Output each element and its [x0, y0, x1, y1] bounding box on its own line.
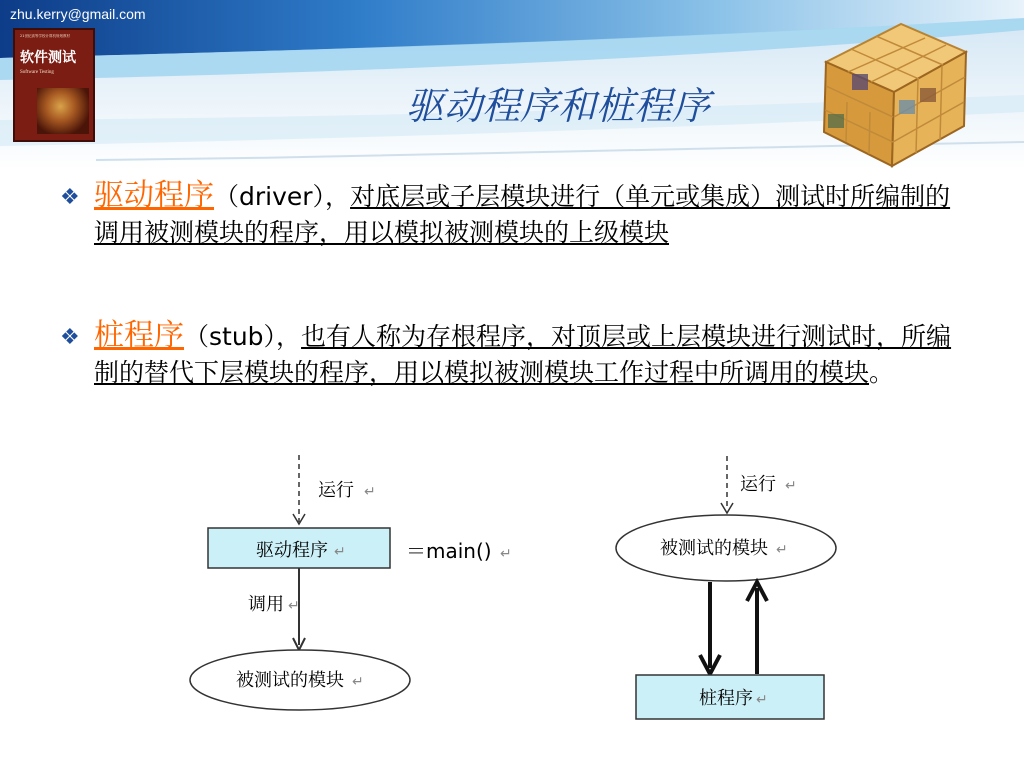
term-driver: 驱动程序 — [94, 178, 214, 213]
svg-text:↵: ↵ — [334, 544, 346, 560]
term-stub: 桩程序 — [94, 318, 184, 353]
diamond-bullet-icon: ❖ — [60, 325, 80, 350]
stub-definition-end: 。 — [869, 358, 895, 387]
stub-diagram — [616, 456, 836, 719]
tested-module-label-left: 被测试的模块 — [236, 670, 344, 691]
run-label-right: 运行 — [740, 474, 776, 495]
svg-text:↵: ↵ — [756, 692, 768, 708]
main-label: ＝main() — [406, 539, 492, 563]
stub-box-label: 桩程序 — [699, 688, 753, 709]
driver-diagram — [190, 455, 512, 710]
driver-definition: 对底层或子层模块进行（单元或集成）测试时所编制的调用被测模块的程序，用以模拟被测模块的上级模块 — [94, 182, 951, 247]
svg-text:↵: ↵ — [500, 546, 512, 562]
photo-cube-decoration — [806, 14, 976, 174]
call-label: 调用 — [248, 594, 284, 615]
book-title: 软件测试 — [20, 50, 76, 66]
author-email: zhu.kerry@gmail.com — [10, 6, 146, 22]
bullet-driver — [60, 178, 960, 251]
driver-stub-diagrams — [0, 445, 1024, 768]
stub-definition: 也有人称为存根程序，对顶层或上层模块进行测试时，所编制的替代下层模块的程序，用以模拟被测模块工作过程中所调用的模块 — [94, 322, 952, 387]
svg-text:↵: ↵ — [776, 542, 788, 558]
bullet-driver-text — [94, 178, 960, 251]
driver-box-label: 驱动程序 — [256, 540, 328, 561]
book-series-text: 21世纪高等学校计算机规划教材 — [20, 34, 70, 38]
book-cover-illustration — [37, 88, 89, 134]
bullet-stub-text — [94, 318, 960, 391]
diamond-bullet-icon: ❖ — [60, 185, 80, 210]
term-stub-paren: （stub）， — [184, 322, 302, 351]
tested-module-label-right: 被测试的模块 — [660, 538, 768, 559]
slide-title: 驱动程序和桩程序 — [406, 84, 711, 128]
book-cover-image — [13, 28, 95, 142]
svg-text:↵: ↵ — [288, 598, 300, 614]
svg-text:↵: ↵ — [785, 478, 797, 494]
svg-text:↵: ↵ — [352, 674, 364, 690]
svg-text:↵: ↵ — [364, 484, 376, 500]
term-driver-paren: （driver）， — [214, 182, 351, 211]
book-subtitle: Software Testing — [20, 70, 54, 75]
bullet-stub — [60, 318, 960, 391]
run-label-left: 运行 — [318, 480, 354, 501]
